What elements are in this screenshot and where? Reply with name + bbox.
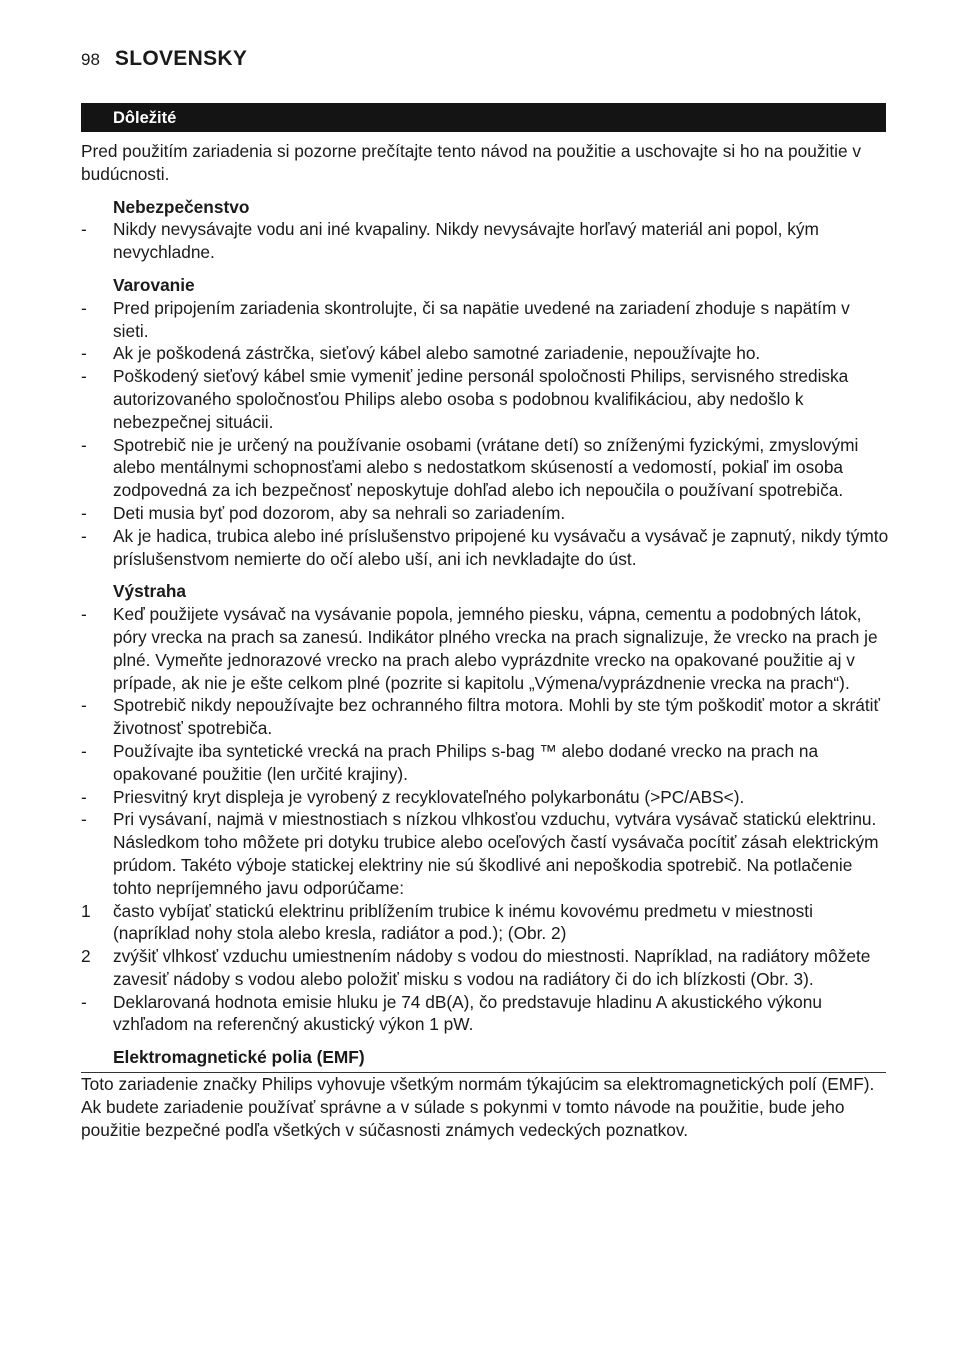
warning-item: Pred pripojením zariadenia skontrolujte, či sa napätie uvedené na zariadení zhoduje s napätím v sieti. — [113, 297, 850, 341]
bullet-dash: - — [81, 809, 87, 830]
bullet-dash: - — [81, 366, 87, 387]
list-item — [81, 434, 889, 502]
page-number: 98 — [81, 50, 100, 69]
bullet-dash: - — [81, 502, 87, 523]
bullet-dash: - — [81, 219, 87, 240]
bullet-dash: - — [81, 604, 87, 625]
item-number: 1 — [81, 900, 91, 921]
emf-paragraph: Toto zariadenie značky Philips vyhovuje všetkým normám týkajúcim sa elektromagnetických polí (EMF). Ak budete zariadenie používať správne a v súlade s pokynmi v tomto návode na použitie, bude jeho použitie bezpečné podľa všetkých v súčasnosti známych vedeckých poznatkov. — [81, 1074, 875, 1140]
list-item — [81, 342, 889, 365]
caution-item: Pri vysávaní, najmä v miestnostiach s nízkou vlhkosťou vzduchu, vytvára vysávač statickú elektrinu. Následkom toho môžete pri dotyku trubice alebo oceľových častí vysávača pocítiť zásah elektrickým prúdom. Takéto výboje statickej elektriny nie sú škodlivé ani nepoškodia spotrebič. Na potlačenie tohto nepríjemného javu odporúčame: — [113, 809, 879, 898]
caution-item: Priesvitný kryt displeja je vyrobený z recyklovateľného polykarbonátu (>PC/ABS<). — [113, 786, 745, 807]
list-item — [81, 740, 889, 786]
bullet-dash: - — [81, 525, 87, 546]
list-item — [81, 808, 889, 899]
item-number: 2 — [81, 946, 91, 967]
bullet-dash: - — [81, 297, 87, 318]
warning-item: Ak je poškodená zástrčka, sieťový kábel alebo samotné zariadenie, nepoužívajte ho. — [113, 343, 761, 364]
list-item — [81, 218, 889, 264]
warning-item: Poškodený sieťový kábel smie vymeniť jedine personál spoločnosti Philips, servisného strediska autorizovaného spoločnosťou Philips alebo osoba s podobnou kvalifikáciou, aby nedošlo k nebezpečnej situácii. — [113, 366, 849, 432]
caution-item: Používajte iba syntetické vrecká na prach Philips s-bag ™ alebo dodané vrecko na prach na opakované použitie (len určité krajiny). — [113, 740, 819, 784]
section-title-bar: Dôležité — [81, 103, 886, 132]
bullet-dash: - — [81, 343, 87, 364]
emf-heading: Elektromagnetické polia (EMF) — [113, 1047, 365, 1068]
warning-item: Ak je hadica, trubica alebo iné príslušenstvo pripojené ku vysávaču a vysávač je zapnutý, nikdy týmto príslušenstvom nemierte do očí alebo uší, ani ich nevkladajte do úst. — [113, 525, 889, 569]
list-item — [81, 786, 889, 809]
caution-item: Deklarovaná hodnota emisie hluku je 74 dB(A), čo predstavuje hladinu A akustického výkonu vzhľadom na referenčný akustický výkon 1 pW. — [113, 991, 822, 1035]
danger-heading: Nebezpečenstvo — [113, 196, 250, 217]
page-content — [81, 140, 889, 1141]
list-item — [81, 365, 889, 433]
bullet-dash: - — [81, 991, 87, 1012]
warning-item: Spotrebič nie je určený na používanie osobami (vrátane detí) so zníženými fyzickými, zmyslovými alebo mentálnymi schopnosťami alebo s nedostatkom skúseností a vedomostí, pokiaľ im osoba zodpovedná za ich bezpečnosť neposkytuje dohľad alebo ich nepoučila o používaní spotrebiča. — [113, 434, 859, 501]
numbered-item-text: často vybíjať statickú elektrinu priblížením trubice k inému kovovému predmetu v miestnosti (napríklad nohy stola alebo kresla, radiátor a pod.); (Obr. 2) — [113, 900, 813, 944]
intro-paragraph: Pred použitím zariadenia si pozorne prečítajte tento návod na použitie a uschovajte si ho na použitie v budúcnosti. — [81, 141, 862, 184]
bullet-dash: - — [81, 740, 87, 761]
bullet-dash: - — [81, 434, 87, 455]
list-item — [81, 297, 889, 343]
bullet-dash: - — [81, 695, 87, 716]
list-item — [81, 991, 889, 1037]
list-item — [81, 694, 889, 740]
caution-item: Spotrebič nikdy nepoužívajte bez ochranného filtra motora. Mohli by ste tým poškodiť motor a skrátiť životnosť spotrebiča. — [113, 695, 880, 739]
list-item — [81, 502, 889, 525]
bullet-dash: - — [81, 786, 87, 807]
list-item — [81, 525, 889, 571]
language-title: SLOVENSKY — [114, 47, 248, 70]
numbered-item — [81, 945, 889, 991]
caution-item: Keď použijete vysávač na vysávanie popola, jemného piesku, vápna, cementu a podobných látok, póry vrecka na prach sa zanesú. Indikátor plného vrecka na prach signalizuje, že vrecko na prach je plné. Vymeňte jednorazové vrecko na prach alebo vyprázdnite vrecko na opakované použitie aj v prípade, ak nie je ešte celkom plné (pozrite si kapitolu „Výmena/vyprázdnenie vrecka na prach“). — [113, 604, 878, 693]
numbered-item-text: zvýšiť vlhkosť vzduchu umiestnením nádoby s vodou do miestnosti. Napríklad, na radiátory môžete zavesiť nádoby s vodou alebo položiť misku s vodou na radiátory či do ich blízkosti (Obr. 3). — [113, 946, 871, 989]
caution-heading: Výstraha — [113, 581, 187, 602]
danger-item: Nikdy nevysávajte vodu ani iné kvapaliny. Nikdy nevysávajte horľavý materiál ani popol, kým nevychladne. — [113, 219, 819, 263]
warning-heading: Varovanie — [113, 274, 195, 295]
page-header — [81, 47, 247, 71]
warning-item: Deti musia byť pod dozorom, aby sa nehrali so zariadením. — [113, 502, 566, 523]
list-item — [81, 603, 889, 694]
numbered-item — [81, 900, 889, 946]
